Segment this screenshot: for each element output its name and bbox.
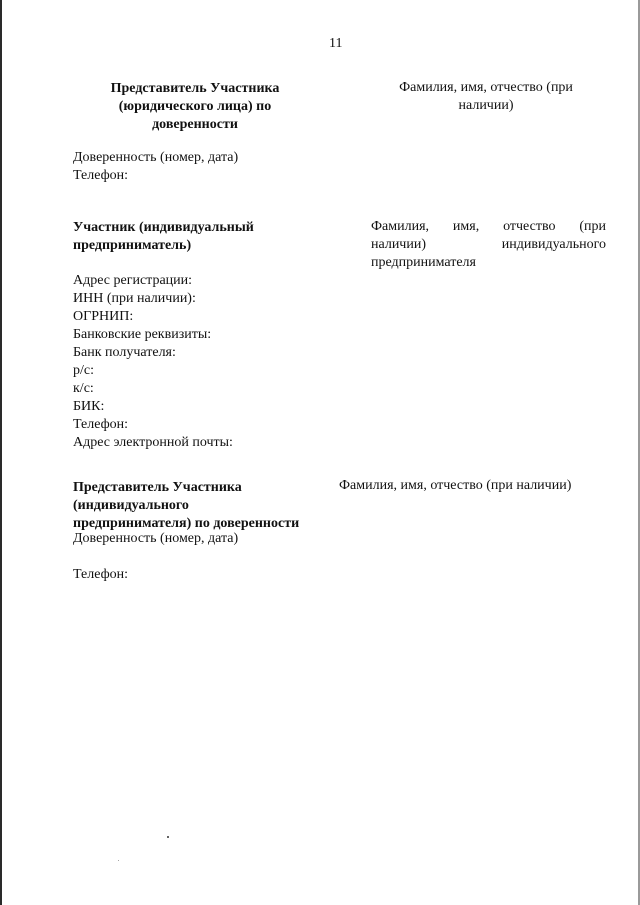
recipient-bank-field: Банк получателя: <box>73 345 176 360</box>
ip-fields <box>73 272 333 452</box>
correspondent-account-field: к/с: <box>73 381 94 396</box>
phone-field: Телефон: <box>73 417 129 432</box>
ip-rep-title-line: (индивидуального <box>73 498 189 513</box>
legal-rep-title <box>100 80 290 134</box>
ip-rep-title-line: предпринимателя) по доверенности <box>73 516 300 531</box>
page-number: 11 <box>329 36 343 51</box>
scan-speck <box>167 836 169 838</box>
ip-rep-name-line: Фамилия, имя, отчество (при наличии) <box>339 478 572 493</box>
scan-speck <box>118 860 119 861</box>
legal-rep-fields <box>73 149 333 185</box>
ip-rep-title-line: Представитель Участника <box>73 480 242 495</box>
settlement-account-field: р/с: <box>73 363 94 378</box>
legal-rep-name-label <box>386 79 586 115</box>
legal-rep-name-line: наличии) <box>458 98 514 113</box>
phone-field: Телефон: <box>73 168 129 183</box>
phone-field: Телефон: <box>73 567 129 582</box>
bank-details-field: Банковские реквизиты: <box>73 327 212 342</box>
registration-address-field: Адрес регистрации: <box>73 273 193 288</box>
ip-rep-poa <box>73 530 333 548</box>
power-of-attorney-field: Доверенность (номер, дата) <box>73 150 239 165</box>
legal-rep-name-line: Фамилия, имя, отчество (при <box>399 80 573 95</box>
ip-name-label <box>371 218 606 272</box>
ip-rep-phone <box>73 566 333 584</box>
ip-title <box>73 219 293 255</box>
ip-title-line: Участник (индивидуальный <box>73 220 254 235</box>
legal-rep-title-line: доверенности <box>152 117 238 132</box>
power-of-attorney-field: Доверенность (номер, дата) <box>73 531 239 546</box>
legal-rep-title-line: Представитель Участника <box>110 81 280 96</box>
email-field: Адрес электронной почты: <box>73 435 233 450</box>
bik-field: БИК: <box>73 399 105 414</box>
page-left-edge <box>0 0 2 905</box>
ip-name-line: предпринимателя <box>371 255 476 270</box>
ip-name-line: Фамилия, имя, отчество (при <box>371 219 606 234</box>
ip-rep-title <box>73 479 333 533</box>
ip-rep-name-label <box>339 477 599 495</box>
legal-rep-title-line: (юридического лица) по <box>118 99 272 114</box>
ogrnip-field: ОГРНИП: <box>73 309 134 324</box>
ip-title-line: предприниматель) <box>73 238 192 253</box>
ip-name-line: наличии) индивидуального <box>371 237 606 252</box>
inn-field: ИНН (при наличии): <box>73 291 196 306</box>
